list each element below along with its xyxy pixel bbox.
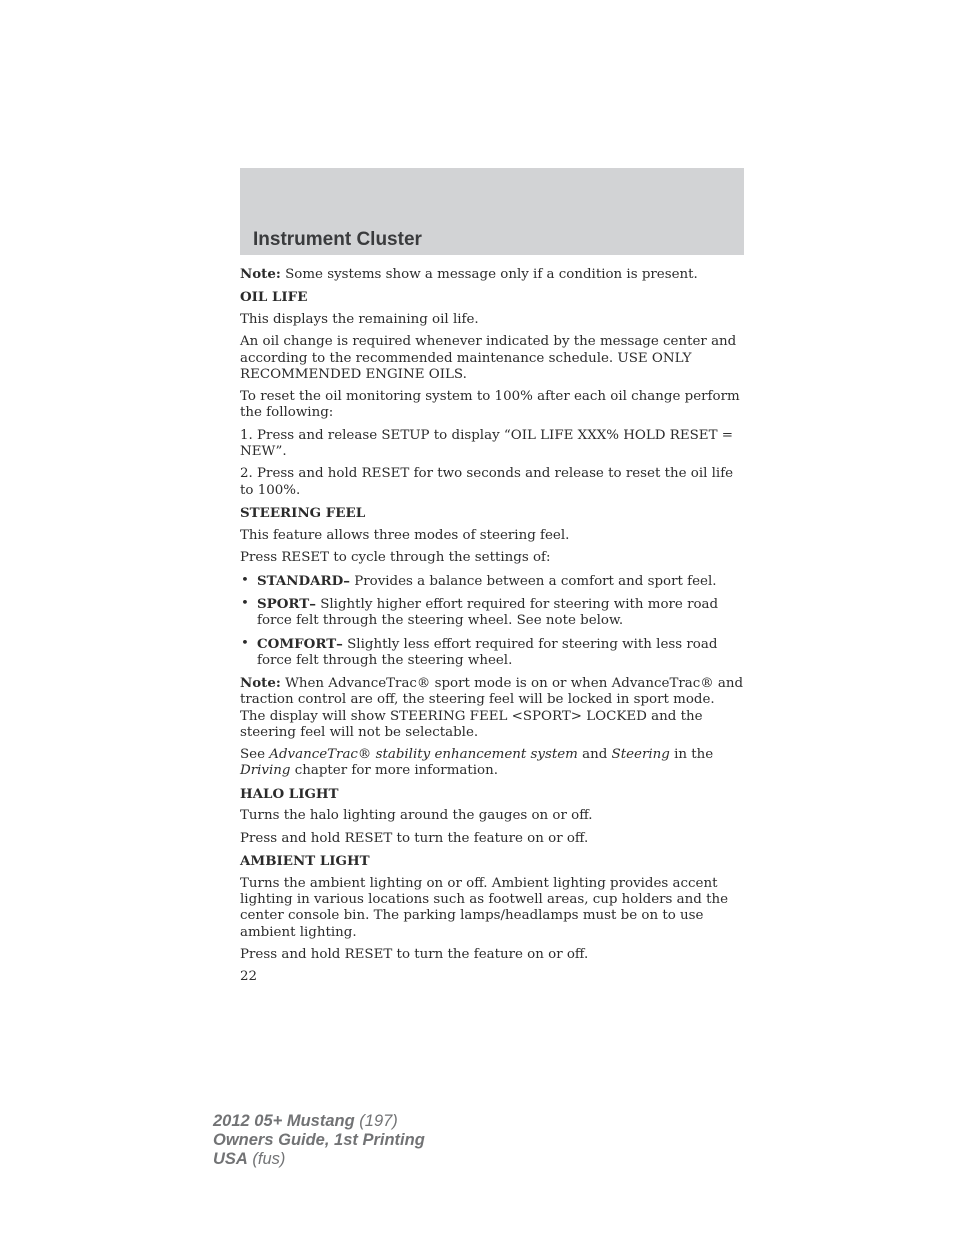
see-text: and xyxy=(577,747,612,763)
mode-label: SPORT– xyxy=(257,595,316,612)
footer-line xyxy=(213,1150,425,1169)
see-text: in the xyxy=(669,747,714,763)
footer-model-code: (197) xyxy=(354,1112,398,1130)
oil-life-heading: OIL LIFE xyxy=(240,289,308,306)
footer-market: USA xyxy=(213,1150,248,1168)
mode-label: STANDARD– xyxy=(257,572,350,589)
note-text: Some systems show a message only if a condition is present. xyxy=(280,267,698,282)
list-item xyxy=(240,596,744,629)
list-item xyxy=(240,573,744,590)
ambient-light-paragraph: Press and hold RESET to turn the feature on or off. xyxy=(240,946,589,962)
list-item xyxy=(240,636,744,669)
halo-light-paragraph: Turns the halo lighting around the gauges on or off. xyxy=(240,808,593,824)
steering-note-paragraph xyxy=(240,675,744,741)
page-number: 22 xyxy=(240,969,258,985)
page-content xyxy=(240,266,744,992)
cross-reference: AdvanceTrac® stability enhancement system xyxy=(269,747,578,763)
footer-market-code: (fus) xyxy=(247,1150,286,1168)
mode-text: Slightly higher effort required for steering with more road force felt through the steering wheel. See note below. xyxy=(257,596,719,629)
ambient-light-heading: AMBIENT LIGHT xyxy=(240,853,370,870)
section-title: Instrument Cluster xyxy=(253,229,422,250)
bullet: • xyxy=(241,572,249,588)
mode-text: Provides a balance between a comfort and sport feel. xyxy=(349,573,717,589)
see-reference-paragraph xyxy=(240,747,744,779)
halo-light-heading: HALO LIGHT xyxy=(240,785,339,802)
note-label: Note: xyxy=(240,675,281,692)
note-label: Note: xyxy=(240,266,281,282)
footer-guide-edition: Owners Guide, 1st Printing xyxy=(213,1131,425,1149)
oil-life-paragraph: This displays the remaining oil life. xyxy=(240,312,479,328)
oil-life-paragraph: To reset the oil monitoring system to 100% after each oil change perform the following: xyxy=(240,389,740,421)
steering-feel-paragraph: Press RESET to cycle through the settings of: xyxy=(240,550,551,566)
note-text: When AdvanceTrac® sport mode is on or when AdvanceTrac® and traction control are off, the steering feel will be locked in sport mode. The display will show STEERING FEEL <SPORT> LOCKED and the steering feel will not be selectable. xyxy=(240,676,744,740)
steering-feel-paragraph: This feature allows three modes of steering feel. xyxy=(240,527,570,543)
oil-life-step: 1. Press and release SETUP to display “OIL LIFE XXX% HOLD RESET = NEW”. xyxy=(240,427,733,460)
footer-line xyxy=(213,1112,425,1131)
see-text: See xyxy=(240,747,270,763)
bullet: • xyxy=(241,595,249,611)
footer-model: 2012 05+ Mustang xyxy=(213,1112,355,1130)
mode-text: Slightly less effort required for steering with less road force felt through the steering wheel. xyxy=(257,636,718,668)
oil-life-step: 2. Press and hold RESET for two seconds and release to reset the oil life to 100%. xyxy=(240,466,734,498)
section-header-band xyxy=(240,168,744,255)
cross-reference: Steering xyxy=(611,747,670,763)
note-paragraph xyxy=(240,266,744,283)
oil-life-paragraph: An oil change is required whenever indicated by the message center and according to the recommended maintenance schedule. USE ONLY RECOMMENDED ENGINE OILS. xyxy=(240,334,737,382)
steering-modes-list xyxy=(240,573,744,669)
footer-line xyxy=(213,1131,425,1150)
halo-light-paragraph: Press and hold RESET to turn the feature on or off. xyxy=(240,830,589,846)
bullet: • xyxy=(241,635,249,651)
steering-feel-heading: STEERING FEEL xyxy=(240,505,366,522)
cross-reference: Driving xyxy=(240,763,291,779)
mode-label: COMFORT– xyxy=(257,635,343,652)
see-text: chapter for more information. xyxy=(290,763,498,779)
document-footer xyxy=(213,1112,425,1169)
ambient-light-paragraph: Turns the ambient lighting on or off. Ambient lighting provides accent lighting in various locations such as footwell areas, cup holders and the center console bin. The parking lamps/headlamps must be on to use ambient lighting. xyxy=(240,875,729,940)
